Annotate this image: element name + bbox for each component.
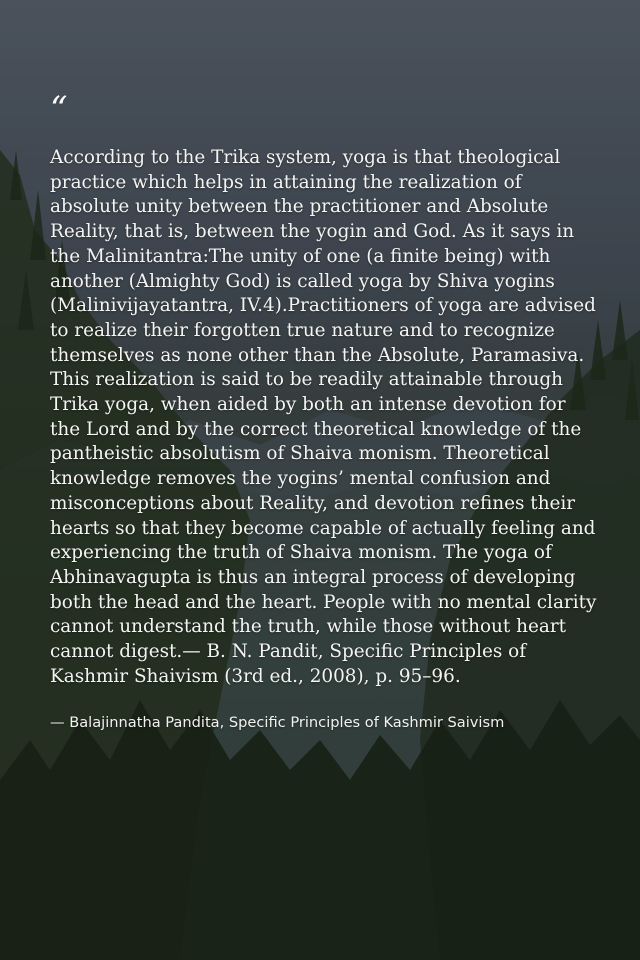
quote-text: According to the Trika system, yoga is that theological practice which helps in attaining the realization of absolute unity between the practitioner and Absolute Reality, that is, between the yogin and God. As it says in the Malinitantra:The unity of one (a finite being) with another (Almighty God) is called yoga by Shiva yogins (Malinivijayatantra, IV.4).Practitioners of yoga are advised to realize their forgotten true nature and to recognize themselves as none other than the Absolute, Paramasiva. This realization is said to be readily attainable through Trika yoga, when aided by both an intense devotion for the Lord and by the correct theoretical knowledge of the pantheistic absolutism of Shaiva monism. Theoretical knowledge removes the yogins’ mental confusion and misconceptions about Reality, and devotion refines their hearts so that they become capable of actually feeling and experiencing the truth of Shaiva monism. The yoga of Abhinavagupta is thus an integral process of developing both the head and the heart. People with no mental clarity cannot understand the truth, while those without heart cannot digest.— B. N. Pandit, Specific Principles of Kashmir Shaivism (3rd ed., 2008), p. 95–96. [50, 147, 597, 687]
quote-attribution: — Balajinnatha Pandita, Specific Principles of Kashmir Saivism [50, 714, 505, 732]
quote-mark-icon: “ [50, 89, 68, 129]
quote-block [50, 89, 600, 733]
